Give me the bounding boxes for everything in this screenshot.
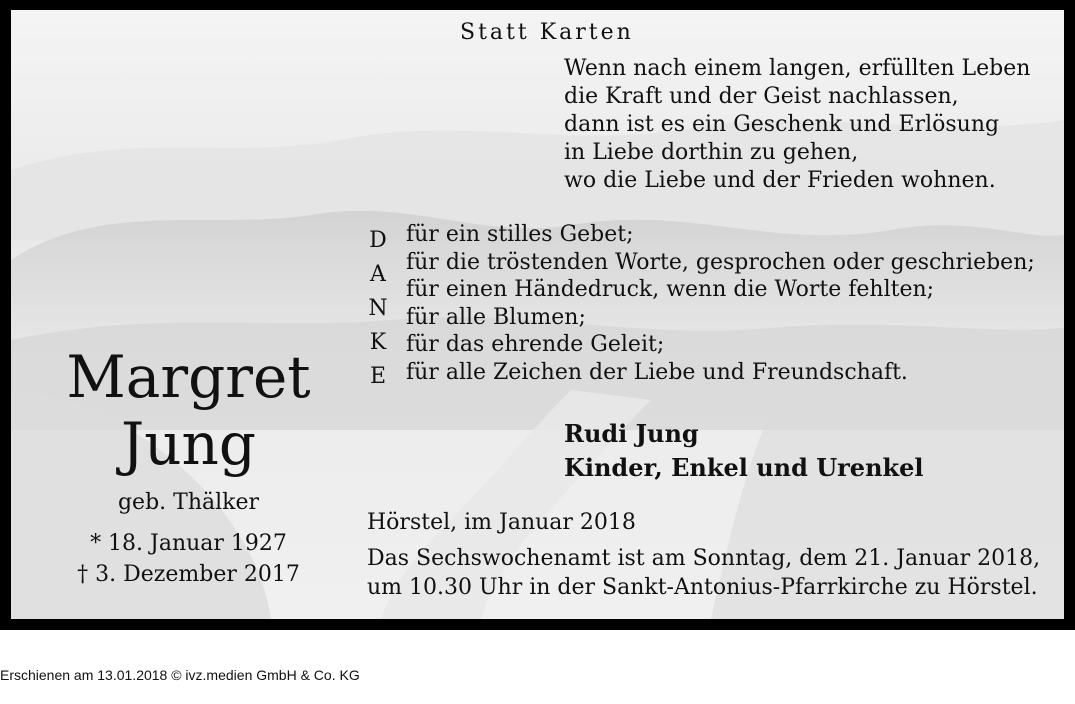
danke-letter: D — [369, 228, 387, 253]
service-line: um 10.30 Uhr in der Sankt-Antonius-Pfarrkirche zu Hörstel. — [367, 575, 1038, 600]
deceased-first-name: Margret — [66, 343, 311, 411]
header-statt-karten: Statt Karten — [460, 20, 634, 45]
service-announcement — [367, 544, 1040, 602]
poem-line: dann ist es ein Geschenk und Erlösung — [564, 112, 1000, 137]
thanks-line: für alle Blumen; — [406, 304, 586, 330]
danke-letter: E — [369, 364, 387, 389]
poem-line: wo die Liebe und der Frieden wohnen. — [564, 168, 996, 193]
thanks-line: für die tröstenden Worte, gesprochen oder geschrieben; — [406, 249, 1035, 275]
maiden-name: geb. Thälker — [117, 490, 260, 515]
thanks-list — [406, 221, 1035, 387]
signers — [564, 417, 924, 485]
poem — [564, 55, 1030, 195]
deceased-info — [51, 342, 326, 587]
birth-date: * 18. Januar 1927 — [90, 531, 287, 556]
signer-family: Kinder, Enkel und Urenkel — [564, 453, 924, 482]
thanks-line: für alle Zeichen der Liebe und Freundschaft. — [406, 359, 908, 385]
notice-panel — [11, 10, 1064, 619]
poem-line: Wenn nach einem langen, erfüllten Leben — [564, 56, 1031, 81]
thanks-line: für ein stilles Gebet; — [406, 222, 634, 247]
deceased-last-name: Jung — [120, 410, 257, 478]
death-date: † 3. Dezember 2017 — [77, 562, 300, 587]
signer-name: Rudi Jung — [564, 419, 699, 448]
service-line: Das Sechswochenamt ist am Sonntag, dem 21. Januar 2018, — [367, 546, 1041, 571]
publication-footer: Erschienen am 13.01.2018 © ivz.medien GmbH & Co. KG — [0, 667, 360, 683]
danke-acrostic — [367, 224, 389, 394]
danke-letter: K — [369, 330, 387, 355]
place-date: Hörstel, im Januar 2018 — [367, 510, 636, 535]
poem-line: in Liebe dorthin zu gehen, — [564, 140, 859, 165]
thanks-line: für das ehrende Geleit; — [406, 332, 665, 358]
poem-line: die Kraft und der Geist nachlassen, — [564, 84, 959, 109]
thanks-line: für einen Händedruck, wenn die Worte fehlten; — [406, 277, 935, 303]
danke-letter: A — [370, 262, 386, 287]
danke-letter: N — [368, 296, 388, 321]
